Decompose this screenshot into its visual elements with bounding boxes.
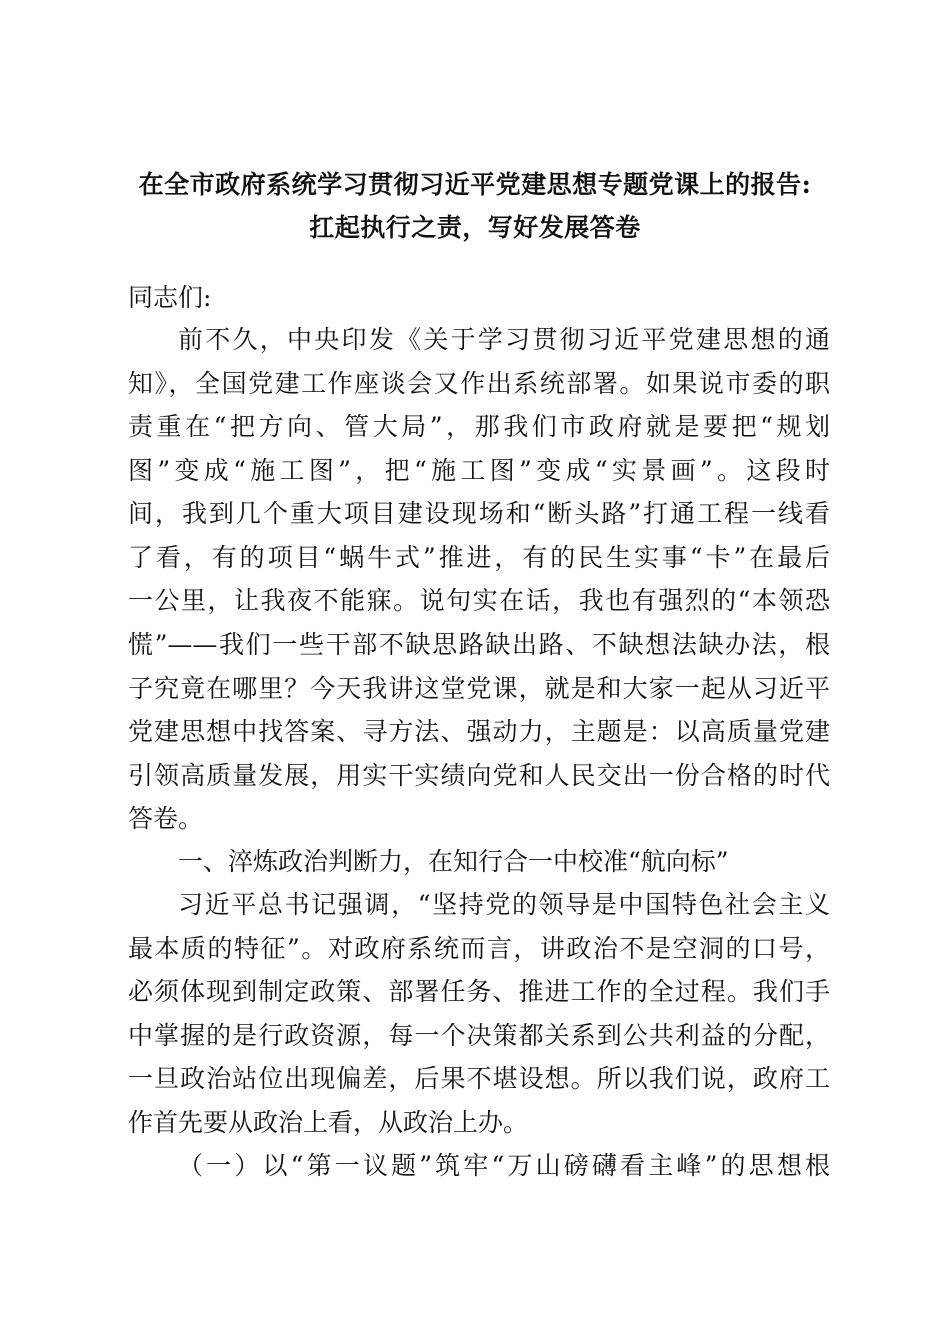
paragraph-1-line: 了看，有的项目“蜗牛式”推进，有的民生实事“卡”在最后 <box>128 543 830 572</box>
paragraph-1-line: 答卷。 <box>128 804 204 833</box>
paragraph-1-line: 引领高质量发展，用实干实绩向党和人民交出一份合格的时代 <box>128 761 830 790</box>
paragraph-1-line: 责重在“把方向、管大局”，那我们市政府就是要把“规划 <box>128 412 830 441</box>
paragraph-2-line: 中掌握的是行政资源，每一个决策都关系到公共利益的分配， <box>128 1021 830 1050</box>
paragraph-2-line: 一旦政治站位出现偏差，后果不堪设想。所以我们说，政府工 <box>128 1064 830 1093</box>
paragraph-1-line: 前不久，中央印发《关于学习贯彻习近平党建思想的通 <box>178 325 830 354</box>
paragraph-2-line: 习近平总书记强调，“坚持党的领导是中国特色社会主义 <box>178 890 830 919</box>
paragraph-2-line: 必须体现到制定政策、部署任务、推进工作的全过程。我们手 <box>128 977 830 1006</box>
paragraph-1-line: 党建思想中找答案、寻方法、强动力，主题是：以高质量党建 <box>128 717 830 746</box>
document-title-line-2: 扛起执行之责，写好发展答卷 <box>309 213 641 242</box>
document-title-line-1: 在全市政府系统学习贯彻习近平党建思想专题党课上的报告: <box>138 170 812 199</box>
paragraph-2-line: 作首先要从政治上看，从政治上办。 <box>128 1108 529 1137</box>
paragraph-1-line: 子究竟在哪里？今天我讲这堂党课，就是和大家一起从习近平 <box>128 674 830 703</box>
salutation: 同志们: <box>128 283 212 312</box>
paragraph-2-line: 最本质的特征”。对政府系统而言，讲政治不是空洞的口号， <box>128 934 830 963</box>
subsection-heading-1: （一）以“第一议题”筑牢“万山磅礴看主峰”的思想根 <box>178 1151 830 1180</box>
paragraph-1-line: 知》，全国党建工作座谈会又作出系统部署。如果说市委的职 <box>128 369 830 398</box>
paragraph-1-line: 慌”——我们一些干部不缺思路缺出路、不缺想法缺办法，根 <box>128 630 830 659</box>
paragraph-1-line: 间，我到几个重大项目建设现场和“断头路”打通工程一线看 <box>128 499 830 528</box>
section-heading-1: 一、淬炼政治判断力，在知行合一中校准“航向标” <box>178 847 729 876</box>
paragraph-1-line: 一公里，让我夜不能寐。说句实在话，我也有强烈的“本领恐 <box>128 586 830 615</box>
paragraph-1-line: 图”变成“施工图”，把“施工图”变成“实景画”。这段时 <box>128 456 830 485</box>
